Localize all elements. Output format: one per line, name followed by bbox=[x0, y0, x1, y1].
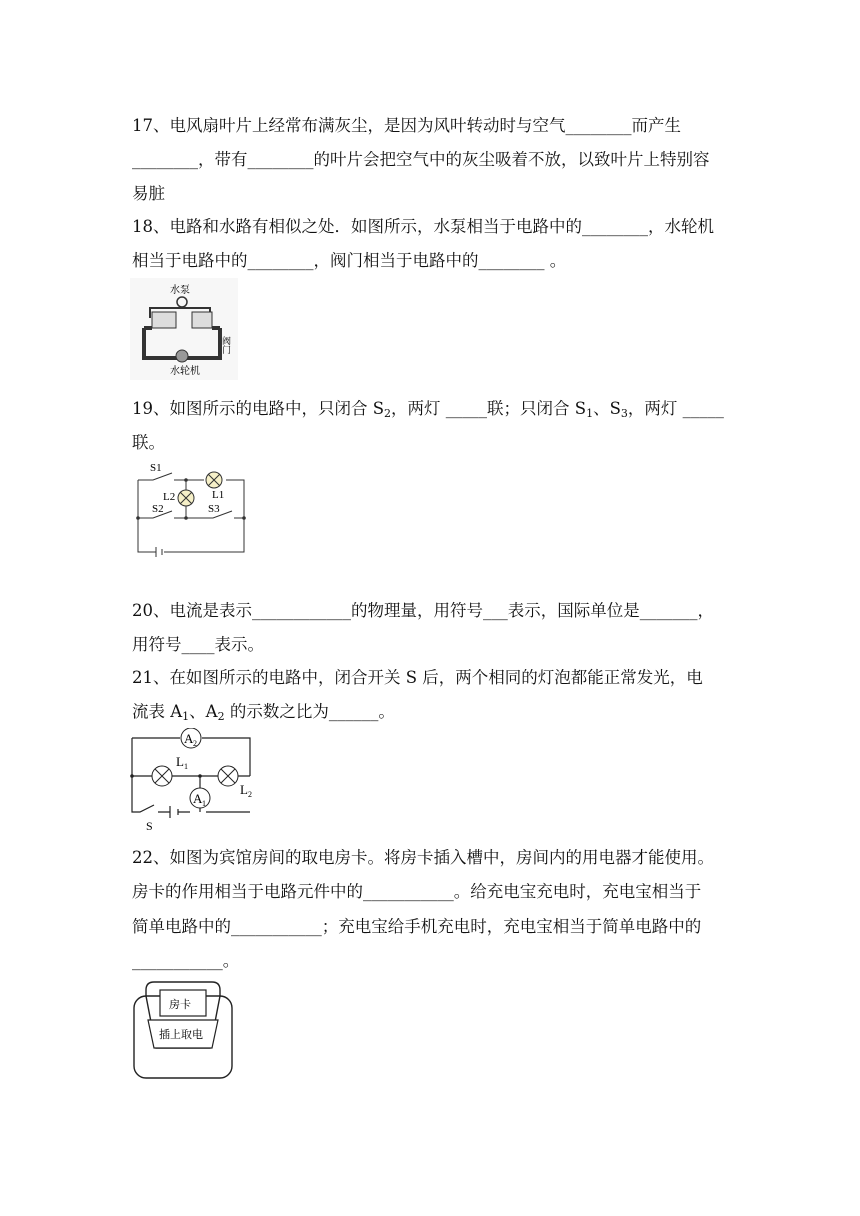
lamp-l1-icon bbox=[152, 766, 172, 786]
lamp-l2-icon bbox=[178, 490, 194, 506]
lamp-l2-icon bbox=[218, 766, 238, 786]
q20-line-1: 20、电流是表示____________的物理量，用符号___表示，国际单位是_______， bbox=[132, 601, 714, 620]
slot-label: 插上取电 bbox=[159, 1029, 203, 1041]
q21-line-2: 流表 $A_1$、$A_2$ 的示数之比为______。 bbox=[132, 702, 395, 723]
l2-label: L2 bbox=[163, 491, 176, 503]
s3-label: S3 bbox=[208, 503, 220, 515]
q22-line-2: 房卡的作用相当于电路元件中的___________。给充电宝充电时，充电宝相当于 bbox=[132, 882, 702, 901]
water-circuit-figure bbox=[130, 278, 238, 380]
l2-label: $L_2$ bbox=[240, 782, 252, 799]
q17-line-3: 易脏 bbox=[132, 184, 165, 203]
card-label: 房卡 bbox=[169, 999, 191, 1011]
tank-right bbox=[192, 312, 212, 328]
room-card-figure bbox=[132, 978, 236, 1080]
turbine-icon bbox=[176, 350, 188, 362]
valve-label: 阀门 bbox=[221, 336, 231, 354]
q21-line-1: 21、在如图所示的电路中，闭合开关 S 后，两个相同的灯泡都能正常发光，电 bbox=[132, 668, 703, 687]
switch-s-label: S bbox=[146, 819, 153, 833]
q19-circuit-figure bbox=[128, 460, 250, 560]
s2-label: S2 bbox=[152, 503, 164, 515]
svg-text:A: A bbox=[193, 791, 203, 806]
svg-text:A: A bbox=[184, 731, 194, 746]
l1-label: L1 bbox=[212, 489, 225, 501]
q22-line-4: ___________。 bbox=[132, 951, 240, 970]
q18-line-1: 18、电路和水路有相似之处．如图所示，水泵相当于电路中的________，水轮机 bbox=[132, 217, 714, 236]
q19-line-1: 19、如图所示的电路中，只闭合 $S_2$，两灯 _____联；只闭合 $S_1$、$S_3$，两灯 _____ bbox=[132, 399, 724, 420]
pump-label: 水泵 bbox=[170, 285, 190, 296]
ammeter-a2-icon bbox=[181, 728, 201, 748]
ammeter-a1-icon bbox=[190, 788, 210, 808]
q17-line-1: 17、电风扇叶片上经常布满灰尘，是因为风叶转动时与空气________而产生 bbox=[132, 116, 681, 135]
q22-line-1: 22、如图为宾馆房间的取电房卡。将房卡插入槽中，房间内的用电器才能使用。 bbox=[132, 848, 714, 867]
tank-left bbox=[152, 312, 176, 328]
s1-label: S1 bbox=[150, 462, 162, 474]
svg-text:2: 2 bbox=[193, 739, 197, 748]
lamp-l1-icon bbox=[206, 472, 222, 488]
turbine-label: 水轮机 bbox=[170, 366, 200, 377]
q22-line-3: 简单电路中的___________；充电宝给手机充电时，充电宝相当于简单电路中的 bbox=[132, 917, 702, 936]
q18-line-2: 相当于电路中的________，阀门相当于电路中的________ 。 bbox=[132, 251, 567, 270]
q19-line-2: 联。 bbox=[132, 433, 165, 452]
q20-line-2: 用符号____表示。 bbox=[132, 635, 264, 654]
q21-circuit-figure bbox=[126, 728, 266, 834]
q17-line-2: ________，带有________的叶片会把空气中的灰尘吸着不放，以致叶片上特别容 bbox=[132, 150, 710, 169]
l1-label: $L_1$ bbox=[176, 754, 188, 771]
svg-text:1: 1 bbox=[202, 799, 206, 808]
